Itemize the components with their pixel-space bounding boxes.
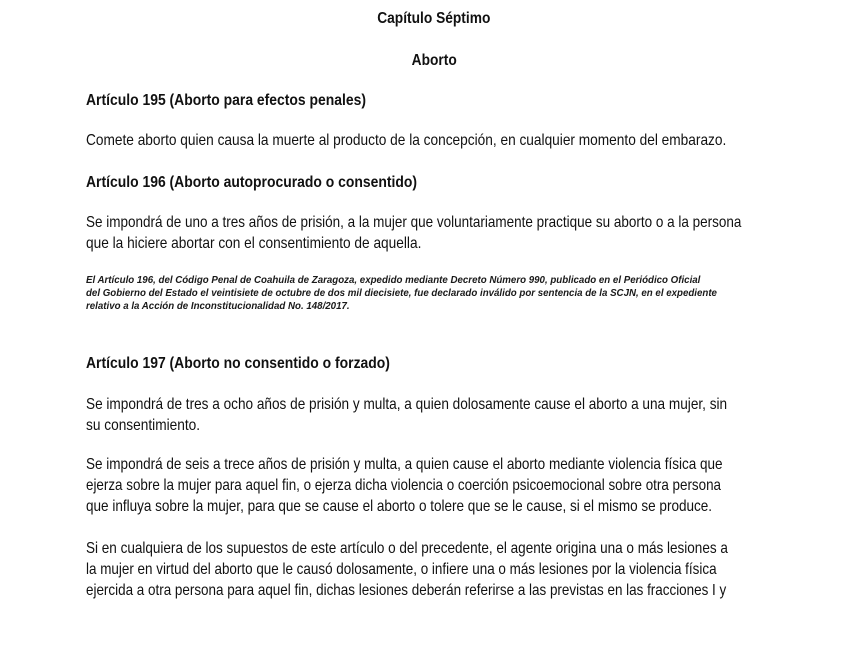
note-line: El Artículo 196, del Código Penal de Coahuila de Zaragoza, expedido mediante Decreto Número 990, publicado en el Periódico Oficial <box>86 274 701 286</box>
paragraph-line: la mujer en virtud del aborto que le causó dolosamente, o infiere una o más lesiones por la violencia física <box>86 561 717 578</box>
paragraph-line: ejerza sobre la mujer para aquel fin, o ejerza dicha violencia o coerción psicoemocional sobre otra persona <box>86 477 722 494</box>
article-heading: Artículo 195 (Aborto para efectos penales) <box>86 92 367 109</box>
paragraph-line: que influya sobre la mujer, para que se cause el aborto o tolere que se le cause, si el mismo se produce. <box>86 498 713 515</box>
paragraph-line: Se impondrá de uno a tres años de prisión, a la mujer que voluntariamente practique su aborto o a la persona <box>86 214 742 231</box>
note-line: del Gobierno del Estado el veintisiete de octubre de dos mil diecisiete, fue declarado inválido por sentencia de la SCJN, en el expediente <box>86 287 717 299</box>
paragraph-line: Si en cualquiera de los supuestos de este artículo o del precedente, el agente origina una o más lesiones a <box>86 540 728 557</box>
note-line: relativo a la Acción de Inconstitucionalidad No. 148/2017. <box>86 300 350 312</box>
paragraph-line: que la hiciere abortar con el consentimiento de aquella. <box>86 235 422 252</box>
section-title: Aborto <box>411 52 457 69</box>
article-heading: Artículo 196 (Aborto autoprocurado o consentido) <box>86 174 417 191</box>
paragraph-line: Se impondrá de tres a ocho años de prisión y multa, a quien dolosamente cause el aborto a una mujer, sin <box>86 396 728 413</box>
paragraph-line: su consentimiento. <box>86 417 201 434</box>
paragraph-line: Comete aborto quien causa la muerte al producto de la concepción, en cualquier momento del embarazo. <box>86 132 727 149</box>
paragraph-line: Se impondrá de seis a trece años de prisión y multa, a quien cause el aborto mediante violencia física que <box>86 456 723 473</box>
article-heading: Artículo 197 (Aborto no consentido o forzado) <box>86 355 390 372</box>
chapter-title: Capítulo Séptimo <box>377 10 491 27</box>
paragraph-line: ejercida a otra persona para aquel fin, dichas lesiones deberán referirse a las previstas en las fracciones I y <box>86 582 727 599</box>
